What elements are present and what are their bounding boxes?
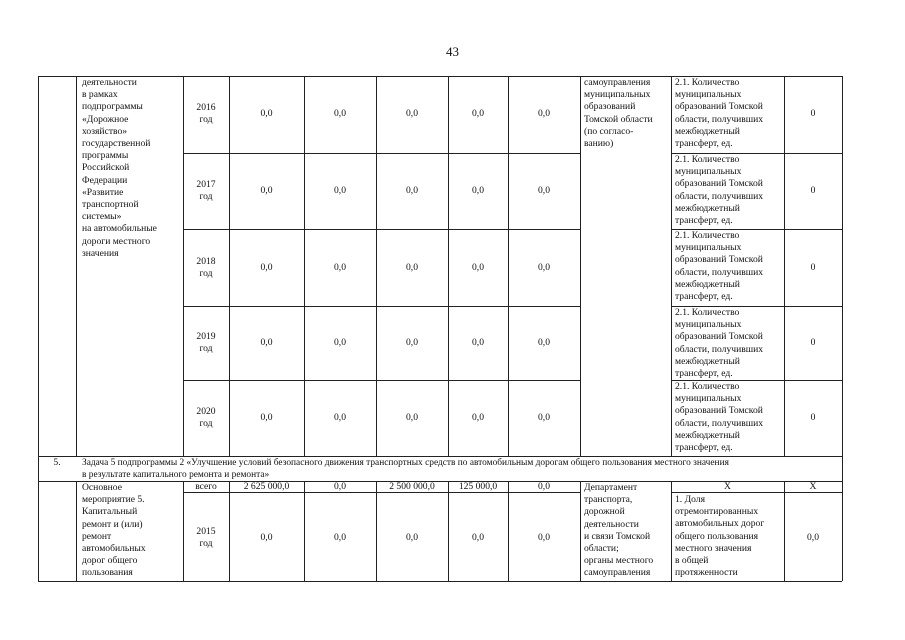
value-cell: 125 000,0 <box>458 480 498 492</box>
executor-text: Департамент транспорта, дорожной деятельности и связи Томской области; органы местного самоуправления <box>584 482 654 579</box>
value-cell: 0,0 <box>538 412 550 423</box>
col-border <box>671 76 672 456</box>
measure-name: Основное мероприятие 5. Капитальный ремонт и (или) ремонт автомобильных дорог общего пользования <box>82 482 146 579</box>
value-cell: 0,0 <box>472 185 484 196</box>
value-cell: 0,0 <box>406 262 418 273</box>
value-cell: 0,0 <box>472 262 484 273</box>
value-cell: 0,0 <box>334 480 346 492</box>
col-border <box>38 76 39 581</box>
task-title: Задача 5 подпрограммы 2 «Улучшение условий безопасного движения транспортных средств по автомобильным дорогам общего пользования местного значения в результате капитального ремонта и ремонта» <box>82 458 729 481</box>
value-cell: 0,0 <box>260 337 273 348</box>
indicator-cell: 2.1. Количество муниципальных образований Томской области, получивших межбюджетный трансферт, ед. <box>675 307 764 380</box>
value-cell: 2 625 000,0 <box>243 480 290 492</box>
total-label: всего <box>195 480 217 492</box>
value-cell: 0,0 <box>334 337 346 348</box>
value-cell: 0,0 <box>472 532 484 543</box>
year-cell: 2018 год <box>196 256 216 280</box>
indicator-value-cell: 0 <box>810 108 816 119</box>
year-cell: 2020 год <box>196 406 216 430</box>
col-border <box>229 481 230 581</box>
col-border <box>671 481 672 581</box>
value-cell: 0,0 <box>406 412 418 423</box>
value-cell: 0,0 <box>334 108 346 119</box>
indicator-cell: 2.1. Количество муниципальных образований Томской области, получивших межбюджетный трансферт, ед. <box>675 381 764 454</box>
task-number: 5. <box>53 457 61 468</box>
indicator-value-cell: 0 <box>810 412 816 423</box>
indicator-cell: 2.1. Количество муниципальных образований Томской области, получивших межбюджетный трансферт, ед. <box>675 77 764 150</box>
col-border <box>76 481 77 581</box>
value-cell: 2 500 000,0 <box>389 480 435 492</box>
value-cell: 0,0 <box>260 532 273 543</box>
page-number: 43 <box>446 44 459 59</box>
value-cell: 0,0 <box>406 532 418 543</box>
table-bottom-border <box>38 581 842 582</box>
col-border <box>304 481 305 581</box>
value-cell: 0,0 <box>334 262 346 273</box>
row-divider <box>183 306 580 307</box>
value-cell: 0,0 <box>538 262 550 273</box>
value-cell: 0,0 <box>538 480 550 492</box>
value-cell: 0,0 <box>260 262 273 273</box>
value-cell: 0,0 <box>406 108 418 119</box>
measure-name: деятельности в рамках подпрограммы «Дорожное хозяйство» государственной программы Российской Федерации «Развитие транспортной системы» на автомобильные дороги местного значения <box>82 77 157 259</box>
value-cell: 0,0 <box>406 337 418 348</box>
indicator-cell: Х <box>724 480 731 492</box>
col-border <box>376 481 377 581</box>
year-cell: 2015 год <box>196 526 216 550</box>
value-cell: 0,0 <box>334 412 346 423</box>
value-cell: 0,0 <box>260 108 273 119</box>
value-cell: 0,0 <box>538 337 550 348</box>
col-border <box>508 481 509 581</box>
indicator-value-cell: 0 <box>810 185 816 196</box>
row-divider <box>183 229 580 230</box>
value-cell: 0,0 <box>260 412 273 423</box>
indicator-cell: 2.1. Количество муниципальных образований Томской области, получивших межбюджетный трансферт, ед. <box>675 154 764 227</box>
value-cell: 0,0 <box>260 185 273 196</box>
year-cell: 2016 год <box>196 102 216 126</box>
col-border <box>580 76 581 456</box>
year-cell: 2017 год <box>196 179 216 203</box>
col-border <box>448 481 449 581</box>
indicator-value-cell: 0 <box>810 337 816 348</box>
indicator-cell: 1. Доля отремонтированных автомобильных дорог общего пользования местного значения в общей протяженности <box>675 494 765 579</box>
indicator-value-cell: 0 <box>810 262 816 273</box>
indicator-cell: 2.1. Количество муниципальных образований Томской области, получивших межбюджетный трансферт, ед. <box>675 230 764 303</box>
year-cell: 2019 год <box>196 331 216 355</box>
value-cell: 0,0 <box>472 108 484 119</box>
executor-text: самоуправления муниципальных образований Томской области (по согласо- ванию) <box>584 77 653 150</box>
value-cell: 0,0 <box>406 185 418 196</box>
value-cell: 0,0 <box>538 532 550 543</box>
value-cell: 0,0 <box>334 532 346 543</box>
value-cell: 0,0 <box>472 412 484 423</box>
value-cell: 0,0 <box>538 185 550 196</box>
row-divider <box>183 380 580 381</box>
indicator-value-cell: 0,0 <box>807 532 819 543</box>
col-border <box>580 481 581 581</box>
indicator-value-cell: Х <box>809 480 817 492</box>
value-cell: 0,0 <box>472 337 484 348</box>
col-border <box>76 76 77 456</box>
row-divider <box>183 153 580 154</box>
col-border <box>842 76 843 581</box>
value-cell: 0,0 <box>334 185 346 196</box>
col-border <box>784 481 785 581</box>
value-cell: 0,0 <box>538 108 550 119</box>
